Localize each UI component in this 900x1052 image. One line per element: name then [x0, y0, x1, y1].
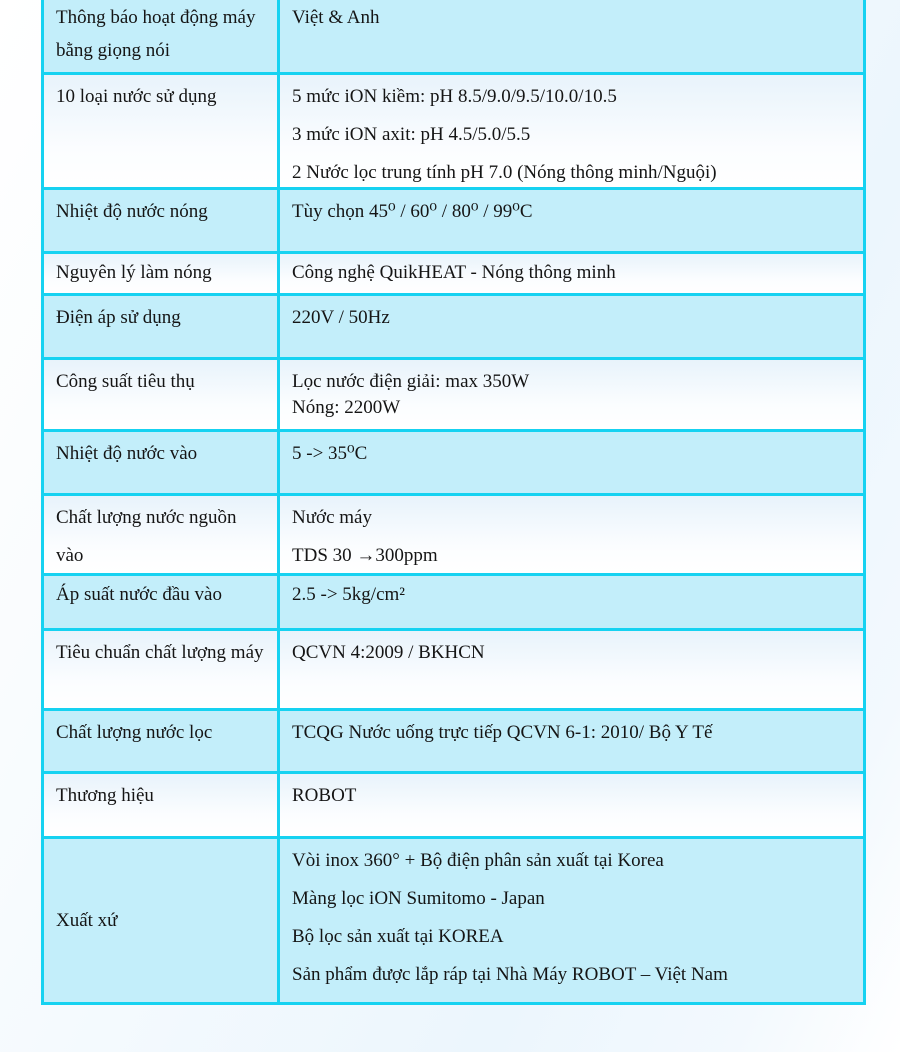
spec-table-row: [44, 628, 863, 708]
spec-value: [280, 254, 863, 293]
spec-value-line: Tùy chọn 45⁰ / 60⁰ / 80⁰ / 99⁰C: [292, 201, 533, 222]
spec-value-line: 5 mức iON kiềm: pH 8.5/9.0/9.5/10.0/10.5: [292, 86, 617, 107]
spec-label: Chất lượng nước lọc: [44, 711, 280, 771]
spec-table-row: [44, 836, 863, 1002]
spec-value: [280, 711, 863, 771]
spec-value-line: QCVN 4:2009 / BKHCN: [292, 642, 485, 663]
spec-table-row: [44, 187, 863, 251]
spec-value-line: Màng lọc iON Sumitomo - Japan: [292, 888, 545, 909]
spec-table: [41, 0, 866, 1005]
spec-value: [280, 631, 863, 708]
spec-value: [280, 296, 863, 357]
spec-table-row: [44, 293, 863, 357]
spec-value: [280, 576, 863, 628]
spec-label: Thương hiệu: [44, 774, 280, 836]
spec-value: [280, 0, 863, 72]
spec-label: Công suất tiêu thụ: [44, 360, 280, 429]
spec-value: [280, 839, 863, 1002]
spec-table-row: [44, 493, 863, 573]
spec-value-line: 5 -> 35⁰C: [292, 443, 368, 464]
spec-value: [280, 496, 863, 573]
spec-value-line: 3 mức iON axit: pH 4.5/5.0/5.5: [292, 124, 531, 145]
spec-label: Tiêu chuẩn chất lượng máy: [44, 631, 280, 708]
spec-value-line: Việt & Anh: [292, 7, 380, 28]
spec-label: Nhiệt độ nước vào: [44, 432, 280, 493]
spec-value-line: Nước máy: [292, 507, 372, 528]
spec-table-row: [44, 708, 863, 771]
spec-value: [280, 75, 863, 187]
spec-table-row: [44, 357, 863, 429]
spec-value: [280, 774, 863, 836]
spec-value-line: Công nghệ QuikHEAT - Nóng thông minh: [292, 262, 616, 283]
spec-value-line: 220V / 50Hz: [292, 307, 390, 328]
spec-table-row: [44, 771, 863, 836]
spec-table-row: [44, 429, 863, 493]
spec-label: Xuất xứ: [44, 839, 280, 1002]
spec-value-line: 2.5 -> 5kg/cm²: [292, 584, 405, 605]
spec-value: [280, 432, 863, 493]
spec-label: Thông báo hoạt động máy bằng giọng nói: [44, 0, 280, 72]
spec-table-row: [44, 251, 863, 293]
spec-value-line: Vòi inox 360° + Bộ điện phân sản xuất tại Korea: [292, 850, 664, 871]
spec-value-line: ROBOT: [292, 785, 357, 806]
spec-label: Nhiệt độ nước nóng: [44, 190, 280, 251]
spec-label: 10 loại nước sử dụng: [44, 75, 280, 187]
spec-label: Điện áp sử dụng: [44, 296, 280, 357]
spec-label: Chất lượng nước nguồn vào: [44, 496, 280, 573]
spec-label: Nguyên lý làm nóng: [44, 254, 280, 293]
spec-table-row: [44, 72, 863, 187]
spec-value-line: TCQG Nước uống trực tiếp QCVN 6-1: 2010/ Bộ Y Tế: [292, 722, 713, 743]
spec-value: [280, 360, 863, 429]
spec-value-line: Sản phẩm được lắp ráp tại Nhà Máy ROBOT – Việt Nam: [292, 964, 728, 985]
spec-label: Áp suất nước đầu vào: [44, 576, 280, 628]
spec-value-line: Nóng: 2200W: [292, 397, 401, 418]
spec-table-row: [44, 0, 863, 72]
spec-value-line: Bộ lọc sản xuất tại KOREA: [292, 926, 504, 947]
spec-value: [280, 190, 863, 251]
spec-value-line: 2 Nước lọc trung tính pH 7.0 (Nóng thông minh/Nguội): [292, 162, 717, 183]
spec-table-row: [44, 573, 863, 628]
spec-value-line: TDS 30 →300ppm: [292, 545, 438, 566]
spec-value-line: Lọc nước điện giải: max 350W: [292, 371, 530, 392]
